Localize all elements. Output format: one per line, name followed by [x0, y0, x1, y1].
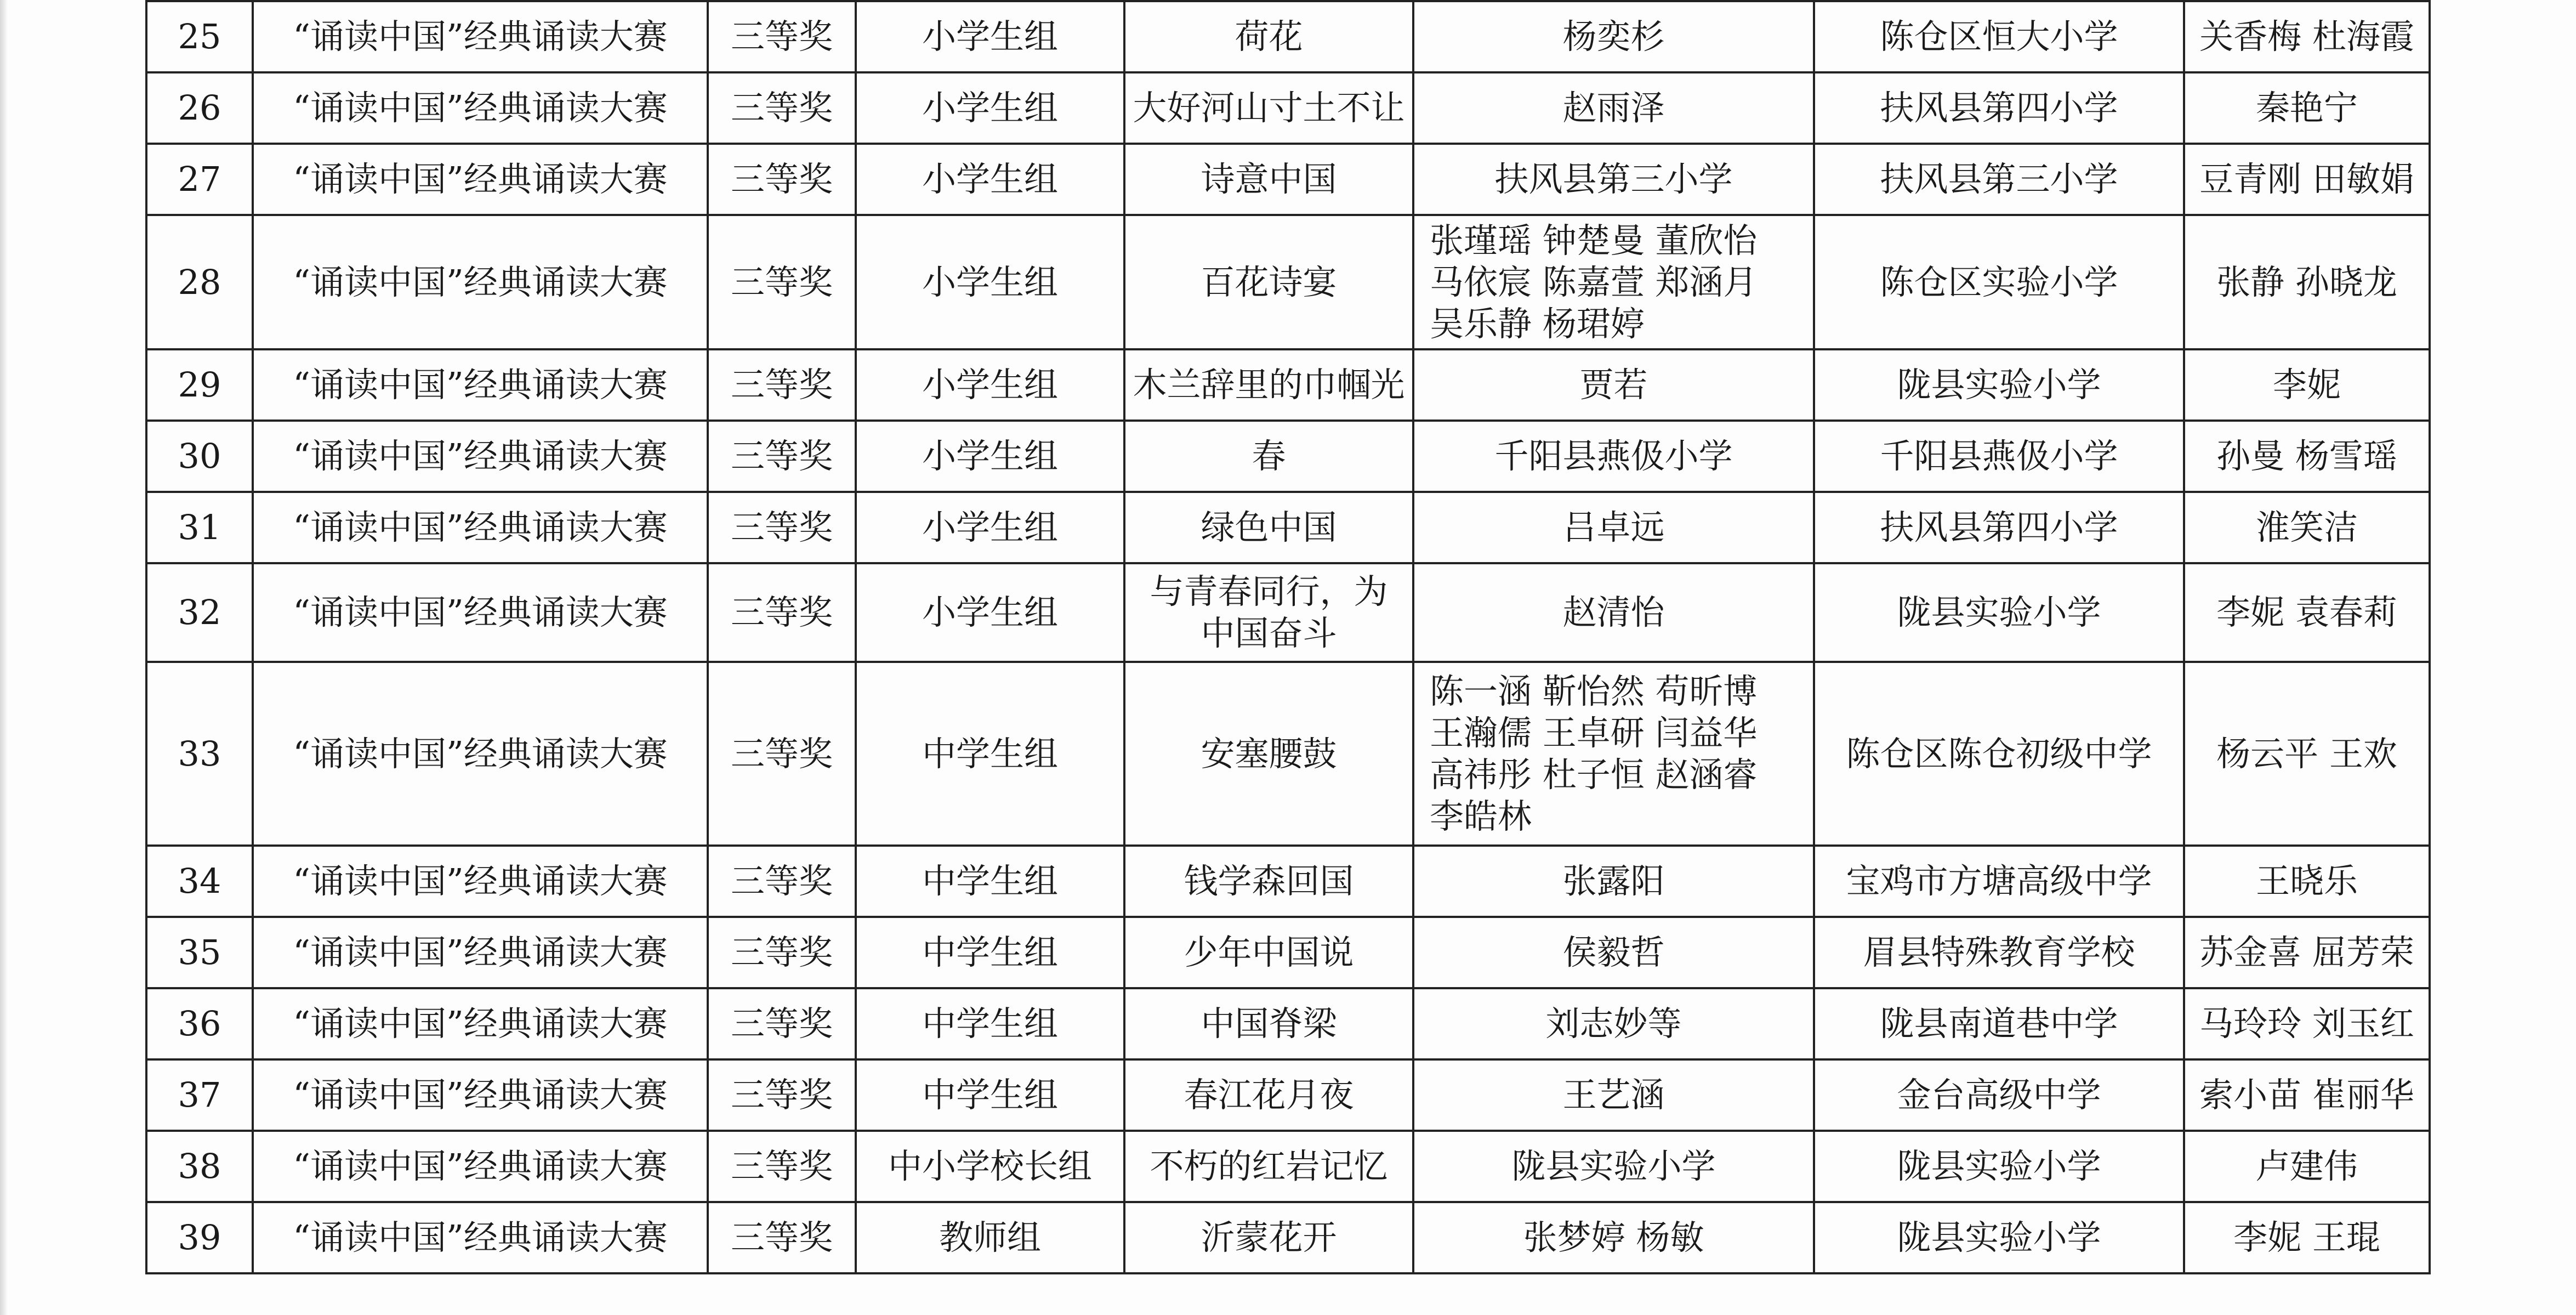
- school-name: 陇县南道巷中学: [1814, 988, 2184, 1059]
- teacher-names: 杨云平 王欢: [2184, 662, 2430, 846]
- author-names-line: 王瀚儒 王卓研 闫益华: [1430, 712, 1758, 753]
- author-names-line: 高祎彤 杜子恒 赵涵睿: [1430, 754, 1758, 795]
- author-names-line: 吕卓远: [1562, 507, 1665, 547]
- author-names: [1413, 1059, 1814, 1131]
- work-title: [1124, 349, 1413, 421]
- row-number: 33: [146, 662, 253, 846]
- award-level: 三等奖: [708, 1131, 856, 1202]
- award-level: 三等奖: [708, 349, 856, 421]
- group-name: 小学生组: [856, 72, 1124, 144]
- teacher-names: 李妮 王琨: [2184, 1202, 2430, 1273]
- work-title-line: 安塞腰鼓: [1201, 733, 1337, 774]
- work-title: [1124, 144, 1413, 215]
- scan-edge-shadow: [0, 0, 8, 1315]
- school-name: 扶风县第四小学: [1814, 492, 2184, 563]
- author-names-line: 贾若: [1579, 365, 1648, 405]
- group-name: 小学生组: [856, 421, 1124, 492]
- event-name: “诵读中国”经典诵读大赛: [253, 144, 708, 215]
- author-names-line: 张露阳: [1562, 861, 1665, 901]
- author-names: [1413, 1, 1814, 72]
- author-names-line: 刘志妙等: [1545, 1004, 1682, 1044]
- work-title-line: 诗意中国: [1201, 159, 1337, 199]
- work-title: [1124, 215, 1413, 349]
- award-level: 三等奖: [708, 421, 856, 492]
- work-title-line: 绿色中国: [1201, 507, 1337, 547]
- work-title: [1124, 421, 1413, 492]
- author-names: [1413, 563, 1814, 662]
- award-level: 三等奖: [708, 492, 856, 563]
- group-name: 小学生组: [856, 349, 1124, 421]
- row-number: 31: [146, 492, 253, 563]
- work-title-line: 中国奋斗: [1201, 613, 1337, 653]
- work-title: [1124, 846, 1413, 917]
- work-title-line: 木兰辞里的巾帼光: [1133, 365, 1405, 405]
- award-level: 三等奖: [708, 662, 856, 846]
- table-row: [146, 215, 2430, 349]
- table-row: [146, 988, 2430, 1059]
- work-title: [1124, 72, 1413, 144]
- row-number: 35: [146, 917, 253, 988]
- work-title-line: 大好河山寸土不让: [1133, 88, 1405, 128]
- school-name: 陇县实验小学: [1814, 1202, 2184, 1273]
- author-names-line: 扶风县第三小学: [1494, 159, 1733, 199]
- teacher-names: 李妮 袁春莉: [2184, 563, 2430, 662]
- table-row: [146, 1059, 2430, 1131]
- author-names: [1413, 988, 1814, 1059]
- award-level: 三等奖: [708, 1, 856, 72]
- table-row: [146, 662, 2430, 846]
- work-title-line: 荷花: [1235, 16, 1303, 56]
- group-name: 中学生组: [856, 917, 1124, 988]
- work-title: [1124, 1131, 1413, 1202]
- event-name: “诵读中国”经典诵读大赛: [253, 846, 708, 917]
- row-number: 32: [146, 563, 253, 662]
- award-level: 三等奖: [708, 144, 856, 215]
- group-name: 小学生组: [856, 215, 1124, 349]
- teacher-names: 张静 孙晓龙: [2184, 215, 2430, 349]
- event-name: “诵读中国”经典诵读大赛: [253, 563, 708, 662]
- event-name: “诵读中国”经典诵读大赛: [253, 421, 708, 492]
- table-row: [146, 846, 2430, 917]
- work-title: [1124, 1059, 1413, 1131]
- author-names-line: 杨奕杉: [1562, 16, 1665, 56]
- school-name: 扶风县第三小学: [1814, 144, 2184, 215]
- author-names: [1413, 662, 1814, 846]
- group-name: 小学生组: [856, 144, 1124, 215]
- author-names-line: 赵清怡: [1562, 592, 1665, 632]
- awards-table-body: [146, 1, 2430, 1273]
- school-name: 陈仓区实验小学: [1814, 215, 2184, 349]
- table-row: [146, 144, 2430, 215]
- table-row: [146, 349, 2430, 421]
- author-names-line: 吴乐静 杨珺婷: [1430, 303, 1645, 344]
- table-row: [146, 421, 2430, 492]
- award-level: 三等奖: [708, 72, 856, 144]
- school-name: 陇县实验小学: [1814, 563, 2184, 662]
- author-names-line: 陈一涵 靳怡然 苟昕博: [1430, 671, 1758, 711]
- author-names-line: 陇县实验小学: [1511, 1146, 1716, 1186]
- teacher-names: 孙曼 杨雪瑶: [2184, 421, 2430, 492]
- row-number: 38: [146, 1131, 253, 1202]
- teacher-names: 苏金喜 屈芳荣: [2184, 917, 2430, 988]
- group-name: 小学生组: [856, 1, 1124, 72]
- work-title: [1124, 988, 1413, 1059]
- author-names-line: 马依宸 陈嘉萱 郑涵月: [1430, 262, 1758, 302]
- teacher-names: 索小苗 崔丽华: [2184, 1059, 2430, 1131]
- event-name: “诵读中国”经典诵读大赛: [253, 492, 708, 563]
- award-level: 三等奖: [708, 215, 856, 349]
- author-names-line: 张瑾瑶 钟楚曼 董欣怡: [1430, 220, 1758, 260]
- author-names-line: 王艺涵: [1562, 1075, 1665, 1115]
- table-row: [146, 1, 2430, 72]
- award-level: 三等奖: [708, 1059, 856, 1131]
- work-title-line: 不朽的红岩记忆: [1150, 1146, 1388, 1186]
- table-row: [146, 917, 2430, 988]
- award-level: 三等奖: [708, 563, 856, 662]
- teacher-names: 秦艳宁: [2184, 72, 2430, 144]
- work-title-line: 中国脊梁: [1201, 1004, 1337, 1044]
- awards-table: [145, 0, 2431, 1274]
- school-name: 陈仓区恒大小学: [1814, 1, 2184, 72]
- author-names-line: 赵雨泽: [1562, 88, 1665, 128]
- work-title-line: 钱学森回国: [1184, 861, 1354, 901]
- table-row: [146, 563, 2430, 662]
- award-level: 三等奖: [708, 1202, 856, 1273]
- work-title-line: 百花诗宴: [1201, 262, 1337, 302]
- teacher-names: 李妮: [2184, 349, 2430, 421]
- event-name: “诵读中国”经典诵读大赛: [253, 1, 708, 72]
- group-name: 小学生组: [856, 492, 1124, 563]
- work-title: [1124, 1202, 1413, 1273]
- author-names: [1413, 349, 1814, 421]
- school-name: 扶风县第四小学: [1814, 72, 2184, 144]
- row-number: 25: [146, 1, 253, 72]
- teacher-names: 豆青刚 田敏娟: [2184, 144, 2430, 215]
- author-names: [1413, 215, 1814, 349]
- school-name: 千阳县燕伋小学: [1814, 421, 2184, 492]
- author-names: [1413, 1131, 1814, 1202]
- group-name: 中学生组: [856, 1059, 1124, 1131]
- award-level: 三等奖: [708, 988, 856, 1059]
- group-name: 中学生组: [856, 988, 1124, 1059]
- row-number: 37: [146, 1059, 253, 1131]
- event-name: “诵读中国”经典诵读大赛: [253, 349, 708, 421]
- work-title: [1124, 917, 1413, 988]
- author-names: [1413, 846, 1814, 917]
- work-title: [1124, 563, 1413, 662]
- author-names: [1413, 917, 1814, 988]
- work-title-line: 春江花月夜: [1184, 1075, 1354, 1115]
- group-name: 教师组: [856, 1202, 1124, 1273]
- work-title: [1124, 662, 1413, 846]
- work-title: [1124, 1, 1413, 72]
- work-title-line: 少年中国说: [1184, 932, 1354, 972]
- event-name: “诵读中国”经典诵读大赛: [253, 662, 708, 846]
- row-number: 29: [146, 349, 253, 421]
- school-name: 陇县实验小学: [1814, 1131, 2184, 1202]
- author-names: [1413, 72, 1814, 144]
- award-level: 三等奖: [708, 917, 856, 988]
- school-name: 眉县特殊教育学校: [1814, 917, 2184, 988]
- work-title: [1124, 492, 1413, 563]
- work-title-line: 春: [1252, 436, 1286, 476]
- row-number: 26: [146, 72, 253, 144]
- group-name: 中学生组: [856, 846, 1124, 917]
- teacher-names: 关香梅 杜海霞: [2184, 1, 2430, 72]
- author-names: [1413, 421, 1814, 492]
- table-row: [146, 492, 2430, 563]
- row-number: 30: [146, 421, 253, 492]
- event-name: “诵读中国”经典诵读大赛: [253, 1059, 708, 1131]
- event-name: “诵读中国”经典诵读大赛: [253, 988, 708, 1059]
- author-names-line: 张梦婷 杨敏: [1523, 1217, 1704, 1257]
- event-name: “诵读中国”经典诵读大赛: [253, 1131, 708, 1202]
- group-name: 小学生组: [856, 563, 1124, 662]
- teacher-names: 马玲玲 刘玉红: [2184, 988, 2430, 1059]
- teacher-names: 卢建伟: [2184, 1131, 2430, 1202]
- teacher-names: 淮笑洁: [2184, 492, 2430, 563]
- table-row: [146, 72, 2430, 144]
- school-name: 宝鸡市方塘高级中学: [1814, 846, 2184, 917]
- school-name: 金台高级中学: [1814, 1059, 2184, 1131]
- row-number: 34: [146, 846, 253, 917]
- work-title-line: 与青春同行，为: [1150, 571, 1388, 611]
- award-level: 三等奖: [708, 846, 856, 917]
- group-name: 中学生组: [856, 662, 1124, 846]
- row-number: 27: [146, 144, 253, 215]
- author-names: [1413, 144, 1814, 215]
- table-row: [146, 1131, 2430, 1202]
- event-name: “诵读中国”经典诵读大赛: [253, 72, 708, 144]
- row-number: 28: [146, 215, 253, 349]
- group-name: 中小学校长组: [856, 1131, 1124, 1202]
- row-number: 36: [146, 988, 253, 1059]
- author-names-line: 侯毅哲: [1562, 932, 1665, 972]
- event-name: “诵读中国”经典诵读大赛: [253, 215, 708, 349]
- work-title-line: 沂蒙花开: [1201, 1217, 1337, 1257]
- author-names-line: 千阳县燕伋小学: [1494, 436, 1733, 476]
- school-name: 陇县实验小学: [1814, 349, 2184, 421]
- event-name: “诵读中国”经典诵读大赛: [253, 1202, 708, 1273]
- school-name: 陈仓区陈仓初级中学: [1814, 662, 2184, 846]
- event-name: “诵读中国”经典诵读大赛: [253, 917, 708, 988]
- author-names: [1413, 492, 1814, 563]
- table-row: [146, 1202, 2430, 1273]
- row-number: 39: [146, 1202, 253, 1273]
- author-names: [1413, 1202, 1814, 1273]
- author-names-line: 李皓林: [1430, 796, 1532, 836]
- teacher-names: 王晓乐: [2184, 846, 2430, 917]
